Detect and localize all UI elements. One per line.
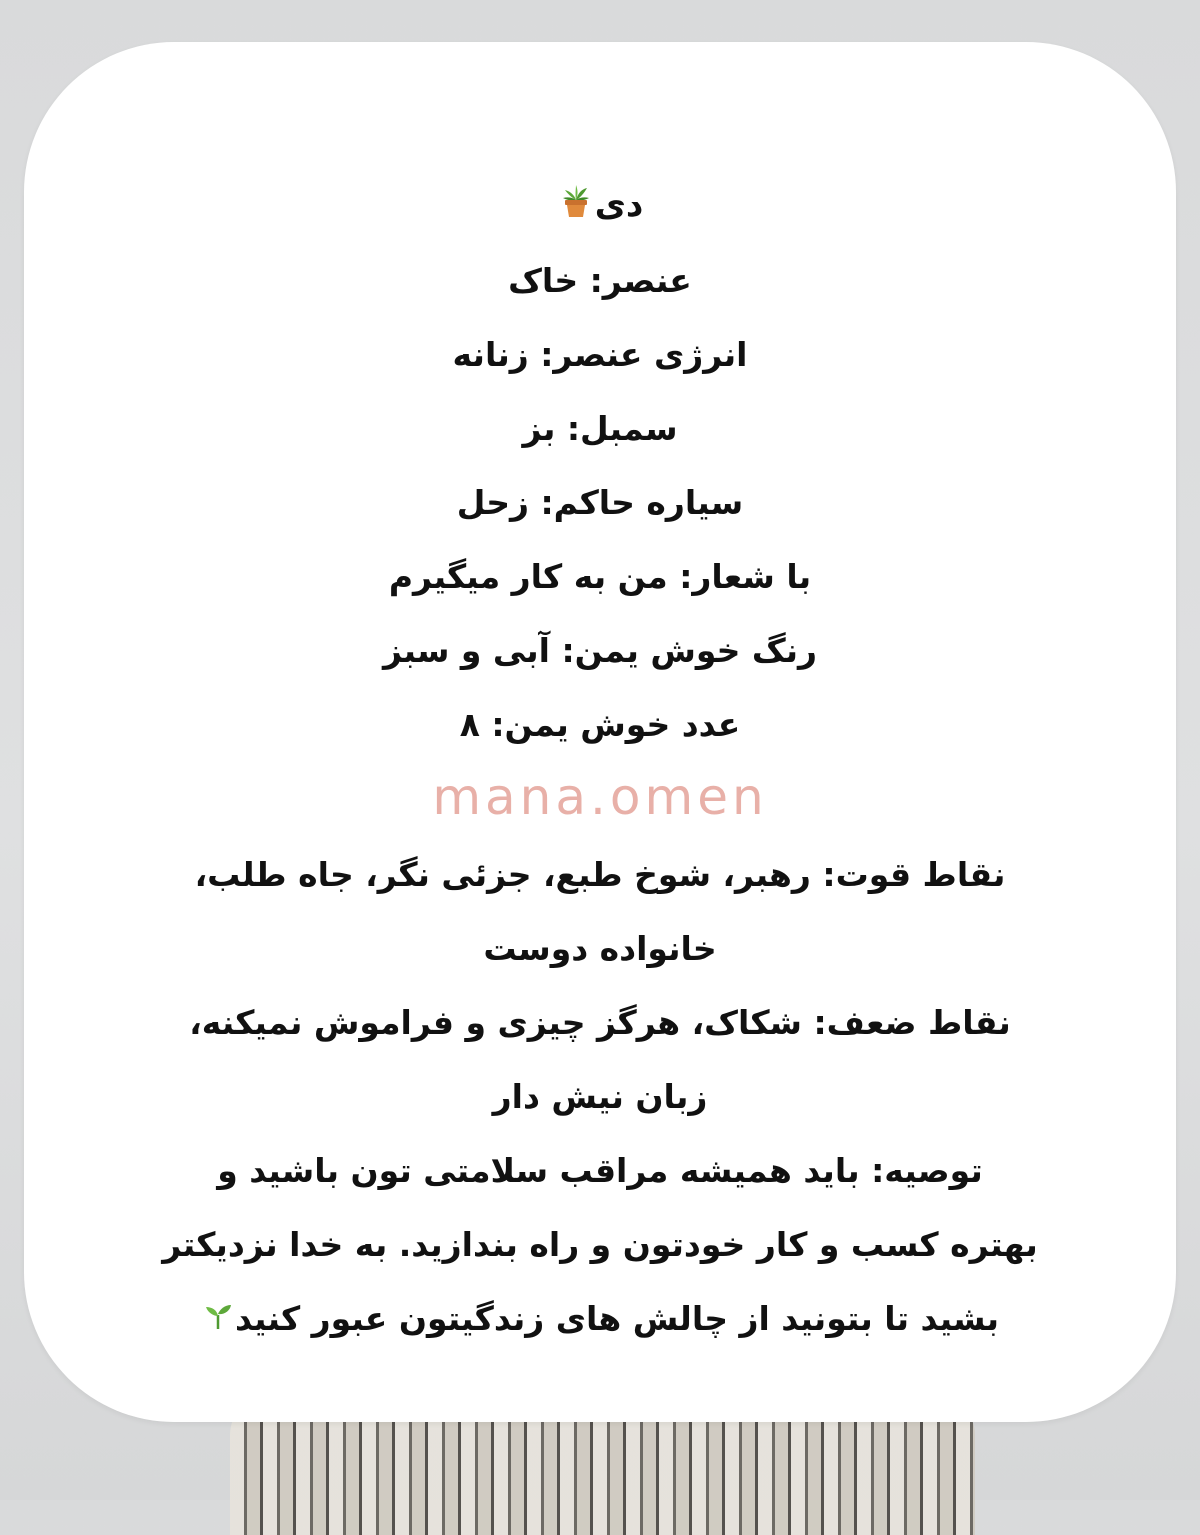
symbol-line: سمبل: بز — [522, 408, 678, 448]
advice-line-1: توصیه: باید همیشه مراقب سلامتی تون باشید و — [217, 1150, 983, 1190]
seedling-icon — [203, 1283, 233, 1357]
strengths-line-1: نقاط قوت: رهبر، شوخ طبع، جزئی نگر، جاه طلب، — [194, 854, 1006, 894]
lucky-number-line: عدد خوش یمن: ۸ — [459, 704, 741, 744]
title-text: دی — [594, 185, 644, 225]
advice-line-2: بهتره کسب و کار خودتون و راه بندازید. به خدا نزدیکتر — [162, 1224, 1038, 1264]
advice-line-3: بشید تا بتونید از چالش های زندگیتون عبور کنید — [234, 1298, 1000, 1338]
lucky-color-line: رنگ خوش یمن: آبی و سبز — [382, 630, 818, 670]
watermark: mana.omen — [432, 767, 768, 826]
element-line: عنصر: خاک — [508, 260, 692, 300]
advice-line-3-wrap — [90, 1282, 1110, 1358]
strengths-line-2: خانواده دوست — [483, 928, 717, 968]
card-content — [90, 168, 1110, 1357]
motto-line: با شعار: من به کار میگیرم — [388, 556, 812, 596]
weaknesses-line-2: زبان نیش دار — [492, 1076, 708, 1116]
element-energy-line: انرژی عنصر: زنانه — [452, 334, 748, 374]
month-title — [90, 168, 1110, 244]
potted-plant-icon — [559, 170, 593, 244]
weaknesses-line-1: نقاط ضعف: شکاک، هرگز چیزی و فراموش نمیکنه، — [189, 1002, 1011, 1042]
ruling-planet-line: سیاره حاکم: زحل — [456, 482, 744, 522]
